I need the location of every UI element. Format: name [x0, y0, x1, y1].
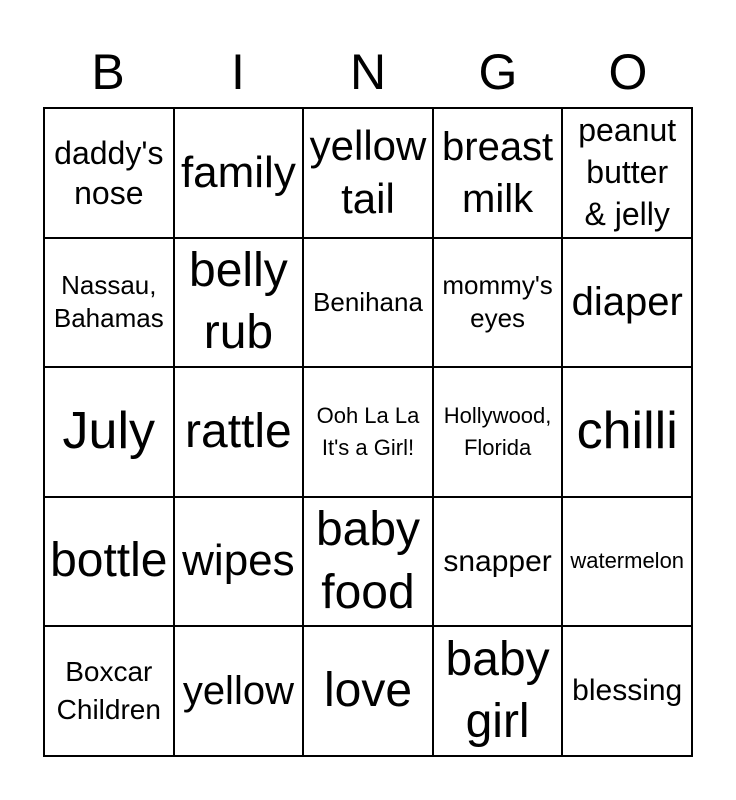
bingo-cell-b1[interactable] — [45, 109, 175, 239]
bingo-cell-label: peanut butter & jelly — [578, 112, 677, 232]
bingo-cell-label: Boxcar Children — [56, 656, 161, 726]
bingo-cell-label: watermelon — [570, 548, 685, 574]
bingo-cell-g3[interactable] — [434, 368, 564, 498]
bingo-cell-label: daddy's nose — [54, 134, 164, 211]
bingo-cell-label: Ooh La La It's a Girl! — [316, 403, 420, 460]
bingo-cell-i5[interactable] — [175, 627, 305, 757]
bingo-cell-label: July — [62, 402, 156, 461]
bingo-cell-label: baby girl — [445, 632, 550, 749]
bingo-cell-i2[interactable] — [175, 239, 305, 369]
header-letter-i: I — [231, 44, 245, 100]
bingo-cell-label: Hollywood, Florida — [443, 403, 552, 460]
bingo-cell-n4[interactable] — [304, 498, 434, 628]
bingo-cell-g1[interactable] — [434, 109, 564, 239]
bingo-cell-label: snapper — [443, 544, 552, 578]
bingo-cell-label: belly rub — [189, 244, 288, 360]
bingo-cell-n1[interactable] — [304, 109, 434, 239]
header-letter-b: B — [91, 44, 125, 100]
bingo-cell-label: baby food — [315, 503, 421, 619]
bingo-cell-label: blessing — [572, 674, 683, 708]
bingo-cell-n3[interactable] — [304, 368, 434, 498]
bingo-cell-n2[interactable] — [304, 239, 434, 369]
bingo-cell-label: family — [180, 147, 296, 197]
bingo-cell-g2[interactable] — [434, 239, 564, 369]
bingo-cell-label: diaper — [571, 280, 683, 325]
bingo-cell-label: wipes — [182, 536, 295, 586]
bingo-cell-n5[interactable] — [304, 627, 434, 757]
header-letter-o: O — [608, 44, 648, 100]
bingo-cell-g5[interactable] — [434, 627, 564, 757]
bingo-cell-label: bottle — [50, 534, 168, 588]
bingo-cell-o5[interactable] — [563, 627, 693, 757]
header-letter-g: G — [478, 44, 518, 100]
bingo-cell-label: yellow — [182, 669, 294, 714]
bingo-cell-label: mommy's eyes — [442, 269, 553, 334]
bingo-cell-b3[interactable] — [45, 368, 175, 498]
bingo-cell-label: yellow tail — [309, 122, 427, 222]
bingo-header — [43, 40, 693, 104]
bingo-cell-label: Nassau, Bahamas — [53, 269, 164, 334]
bingo-cell-i3[interactable] — [175, 368, 305, 498]
bingo-cell-label: rattle — [185, 404, 292, 458]
bingo-cell-b4[interactable] — [45, 498, 175, 628]
bingo-cell-label: chilli — [576, 402, 678, 461]
header-letter-n: N — [349, 44, 387, 100]
bingo-cell-i4[interactable] — [175, 498, 305, 628]
bingo-cell-i1[interactable] — [175, 109, 305, 239]
bingo-card — [43, 107, 693, 757]
bingo-cell-g4[interactable] — [434, 498, 564, 628]
bingo-cell-label: breast milk — [442, 124, 554, 221]
bingo-cell-o1[interactable] — [563, 109, 693, 239]
bingo-cell-o3[interactable] — [563, 368, 693, 498]
bingo-cell-b2[interactable] — [45, 239, 175, 369]
bingo-cell-o2[interactable] — [563, 239, 693, 369]
bingo-cell-b5[interactable] — [45, 627, 175, 757]
bingo-cell-label: Benihana — [313, 286, 423, 317]
bingo-cell-label: love — [323, 663, 413, 717]
bingo-cell-o4[interactable] — [563, 498, 693, 628]
